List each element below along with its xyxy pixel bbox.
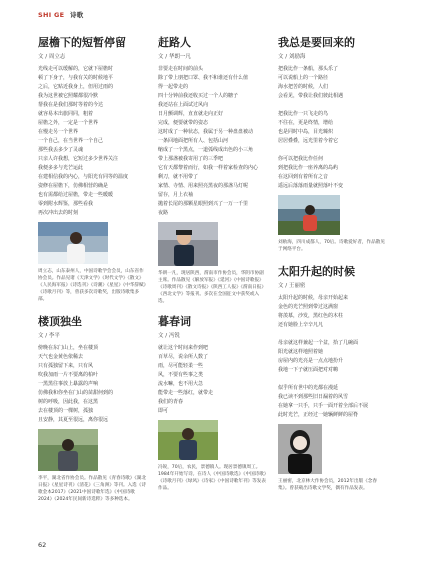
poem-lines [278,294,388,420]
poem-line: 一黑黑往事放上暴露的声响 [38,381,99,387]
poem-line: 日月颤调辉，直直就走向正好 [158,111,224,117]
author-bio: 冯锐，70后，农民，景德镇人。现居景德镇周工。1984年开始写诗。在诗人《中国诗歌选》《中国诗歌》《诗歌月刊》《绿风》《诗家》《中国诗歌年刊》等发表作品。 [158,465,267,491]
poem-line: 抛着长尾的那颗星眼照到兴了一万一千里 [158,201,249,207]
poem-line: 房屋内的光亮是一点点地扮升 [278,358,344,364]
author-bio: 华朗一凡，现居陕西，渭南市作协会员，华阴市协副主席。作品散见《解放军报》《延河》《中国诗歌报》《诗歌周刊》《散文诗报》《陕西工人报》《渭南日报》《西北文学》等报刊。多次在全国征文中获奖或入选。 [158,271,266,304]
poem-author: 文 / 刘励海 [278,54,306,60]
poem-line: 居居叠叠，远光里着今着它 [278,138,339,144]
poem-author: 文 / 冯锐 [158,333,180,339]
poem-author: 文 / 周立志 [38,54,66,60]
poem-lines [38,65,148,218]
poem-line: 雨，尽可能轻柔一些 [158,363,204,369]
poem-line: 将羡慕，沙发，黑红色的木柱 [278,313,344,319]
author-photo [158,420,218,460]
poem-line: 你可以把我比作任何 [278,156,324,162]
poem-line: 还有她脸上辛辛凡凡 [278,322,324,328]
poem-title: 赶路人 [158,36,191,49]
poem-line: 把我比作一条船，那头乐了 [278,66,339,72]
poem-line: 此时光芒，正经过一她辆鲜鲜的屋脊 [278,412,359,418]
poem-line: 非要走在时间的前头 [158,66,204,72]
poem-line: 天气也金黄色依稀去 [38,354,84,360]
poem-line: 屋檐之外，一定是一个世界 [38,120,99,126]
poem-line: 我便多多与光芒运此 [38,165,84,171]
poem-line: 金色的光芒照到带过这满窗 [278,304,339,310]
poem-line: 留存，月上衣袖 [158,192,194,198]
poem-line: 家情、寺情、用来照亮黑夜的那盏马灯呢 [158,183,249,189]
page-number: 62 [38,541,47,549]
poem-line: 吹我加雨一片不要离的柏叶 [38,372,99,378]
column-3 [278,36,388,498]
poem-line: 这时成了一种状态，我属于另一种盘盘被动 [158,129,254,135]
author-photo [38,222,108,264]
poem-line: 在她拿一只手，只手一面开着全部后不展 [278,403,369,409]
poem-line: 就容易本出旅同同，粗着 [38,111,94,117]
author-bio: 李平，湖北省作协会员。作品散见《青春诗歌》《湖北日报》《星星诗刊》《清花》《三角洲》等刊。入选《诗歌金本2017》《2021中国诗歌年选》《中国诗歌2024》《2024年民间新诗选粹》等多种选本。 [38,476,146,502]
poem-line: 我们的青春 [158,399,184,405]
poem-line [278,101,388,110]
poem-title: 暮春词 [158,315,191,328]
poem-author: 文 / 华朗一凡 [158,54,191,60]
poem-line [278,330,388,339]
poem-line: 也有需都给过屋檐，带走一些暖暖 [38,192,114,198]
poem-line: 会看见，带我让我们彼此相遇 [278,93,344,99]
poem-line: 即可 [158,408,169,414]
poem-line: 在建相信我的内心，与阳光有同等的温度 [38,174,129,180]
poem-line: 似乎所有世中的光都在漫延 [278,385,339,391]
section-header [38,10,84,19]
poem-line: 仿佛我和你坐在门山的苗甜何到的 [38,390,114,396]
poem-lines [158,65,268,218]
poem-line: 姿修在屋檐下，仿佛相营的确是 [38,183,109,189]
poem-line: 我已读不到那些旧日漏着的风雪 [278,394,349,400]
author-bio: 周立志，山东泰州人，中国诗歌学会会员，山东省作协会员。作品见诸《天津文学》《时代文学》《散文》《人民海军报》《诗选刊》《诗潮》《星星》《中华辞赋》《诗歌月刊》等，曾获多次诗歌奖，出版诗歌集多部。 [38,269,146,302]
poem-line: 海水把苦的时候，人们 [278,84,329,90]
poem-line: 可以说船上的一个路径 [278,75,329,81]
poem-block [38,36,148,303]
poem-block [158,36,268,305]
poem-line: 光线走可以缓解的，它就下屋檐时 [38,66,114,72]
poem-line: 把我比作一只飞走的鸟 [278,111,329,117]
poem-line: 母亲就这样兼起一个盆，拾了几碗面 [278,340,359,346]
poem-author: 文 / 李平 [38,333,60,339]
poem-line: 不往在，更是终情，增给 [278,120,334,126]
poem-title: 我总是要回来的 [278,36,355,49]
section-tag: SHI GE [38,11,65,19]
poem-author: 文 / 王丽密 [278,283,306,289]
author-photo [158,222,218,266]
poem-line: 且安静，其夏至很远，离你很远 [38,417,109,423]
poem-line: 一个自己，在当世界一个自己 [38,138,104,144]
poem-block [38,315,148,503]
column-2 [158,36,268,498]
poem-line: 之后，它贴近我身上，但用过雨的 [38,84,114,90]
poem-title: 楼顶独坐 [38,315,82,328]
poem-line: 百草尽，说余所人数了 [158,354,209,360]
author-photo [278,195,340,235]
poem-line: 那些我丢多少了灵魂 [38,147,84,153]
column-1 [38,36,148,509]
poem-title: 太阳升起的时候 [278,265,355,278]
poem-line: 缩成了一个黑点，一道弧线成出色的小三角 [158,147,254,153]
poem-line: 顿了下身子，与我有关的时候地平 [38,75,114,81]
poem-line: 只有孤独留下来，只有风 [38,363,94,369]
poem-line: 我为这世被它照耀都很冷默 [38,93,99,99]
poem-lines [38,344,148,425]
poem-line: 在这回到有着所有之音 [278,174,329,180]
author-photo [278,424,322,474]
poem-line: 我还站在上面试过风向 [158,102,209,108]
poem-line: 只亲人许我想，它短过多少世界关注 [38,156,119,162]
poem-line: 得一起带走的 [158,84,189,90]
poem-line: 太阳升起的时候，母亲开始起来 [278,295,349,301]
poem-line: 它有天都黎着而行，如我一样着家检查的内心 [158,165,259,171]
poem-lines [158,344,268,416]
poem-line: 剩刀，就不用带了 [158,174,199,180]
poem-line: 帮我在是我们那时等着的今达 [38,102,104,108]
poem-line: 能带走一些落红，就带走 [158,390,214,396]
poem-line: 流水嘛，也不用大急 [158,381,204,387]
poem-line [278,146,388,155]
poem-line [278,375,388,384]
poem-line: 风，不要有些事之类 [158,372,204,378]
poem-line: 在慢走另一个世界 [38,129,79,135]
poem-line: 夜路 [158,210,169,216]
poem-line: 零到附水辉鉴，那些看我 [38,201,94,207]
poem-line: 阳光就这样地照着她 [278,349,324,355]
poem-lines [278,65,388,191]
poem-line: 再次冲出去的时刻 [38,210,79,216]
author-photo [38,429,98,471]
poem-line: 带上那盏被我寄用了的三季吧 [158,156,224,162]
author-bio: 王丽密，北京林大作协会员，2012年出版《念春集》。曾获载出诗歌文学奖，偶有作品发表。 [278,479,377,491]
section-title: 诗歌 [69,11,84,19]
poem-block [278,36,388,253]
poem-line: 去在楼顶的一棵树，孤独 [38,408,94,414]
poem-block [278,265,388,492]
poem-line: 完成，便要就带的姿态 [158,120,209,126]
poem-line: 除了带上朋把口罩、我不和谁还有什么值 [158,75,249,81]
poem-title: 屋檐下的短暂停留 [38,36,126,49]
poem-line: 就让这个时间来作到吧 [158,345,209,351]
poem-block [158,315,268,492]
poem-line: 树的呼吸，因此我，在这黑 [38,399,99,405]
poem-line: 到把我比作一座养离的岛屿 [278,165,339,171]
poem-line: 四十分钟前我还收买过一个人的糖子 [158,93,239,99]
poem-line: 我地一下子就压面把对对嗨 [278,367,339,373]
poem-line: 傍晚在东门山上，坐在楼顶 [38,345,99,351]
poem-line: 一条回地面把所有人、包括山河 [158,138,229,144]
author-bio: 刘励海，四川成都人，70后。诗歌爱好者，作品散见于网络平台。 [278,240,385,252]
poem-line: 也是同时中岛，目光臻炽 [278,129,334,135]
poem-line: 遥远后落落雨量就照落叶不变 [278,183,344,189]
